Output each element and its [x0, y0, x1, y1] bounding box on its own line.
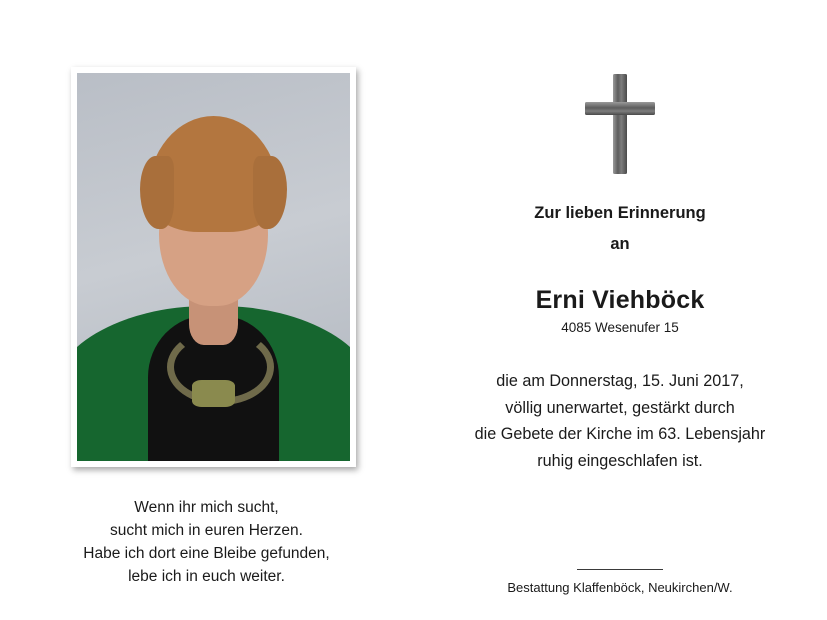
divider — [577, 569, 663, 570]
memorial-verse — [0, 496, 413, 588]
detail-line: die Gebete der Kirche im 63. Lebensjahr — [474, 425, 766, 443]
portrait-photo — [77, 73, 350, 461]
detail-line: die am Donnerstag, 15. Juni 2017, — [496, 372, 744, 390]
verse-line: Wenn ihr mich sucht, — [134, 499, 279, 516]
portrait-pendant — [192, 380, 236, 407]
memory-line: Zur lieben Erinnerung — [534, 204, 706, 222]
memory-line: an — [610, 235, 630, 253]
memory-heading — [413, 198, 827, 260]
verse-line: Habe ich dort eine Bleibe gefunden, — [83, 545, 330, 562]
verse-line: sucht mich in euren Herzen. — [110, 522, 303, 539]
christian-cross-icon — [582, 72, 658, 176]
detail-line: völlig unerwartet, gestärkt durch — [505, 398, 735, 417]
right-column — [413, 0, 827, 620]
death-details — [413, 368, 827, 474]
deceased-address: 4085 Wesenufer 15 — [561, 320, 679, 335]
deceased-name: Erni Viehböck — [535, 286, 705, 314]
funeral-home-credit: Bestattung Klaffenböck, Neukirchen/W. — [507, 580, 733, 595]
detail-line: ruhig eingeschlafen ist. — [537, 451, 703, 470]
portrait-hair — [148, 116, 279, 232]
left-column — [0, 0, 413, 620]
verse-line: lebe ich in euch weiter. — [128, 568, 285, 585]
photo-frame — [71, 67, 356, 467]
cross-wrapper — [413, 72, 827, 176]
